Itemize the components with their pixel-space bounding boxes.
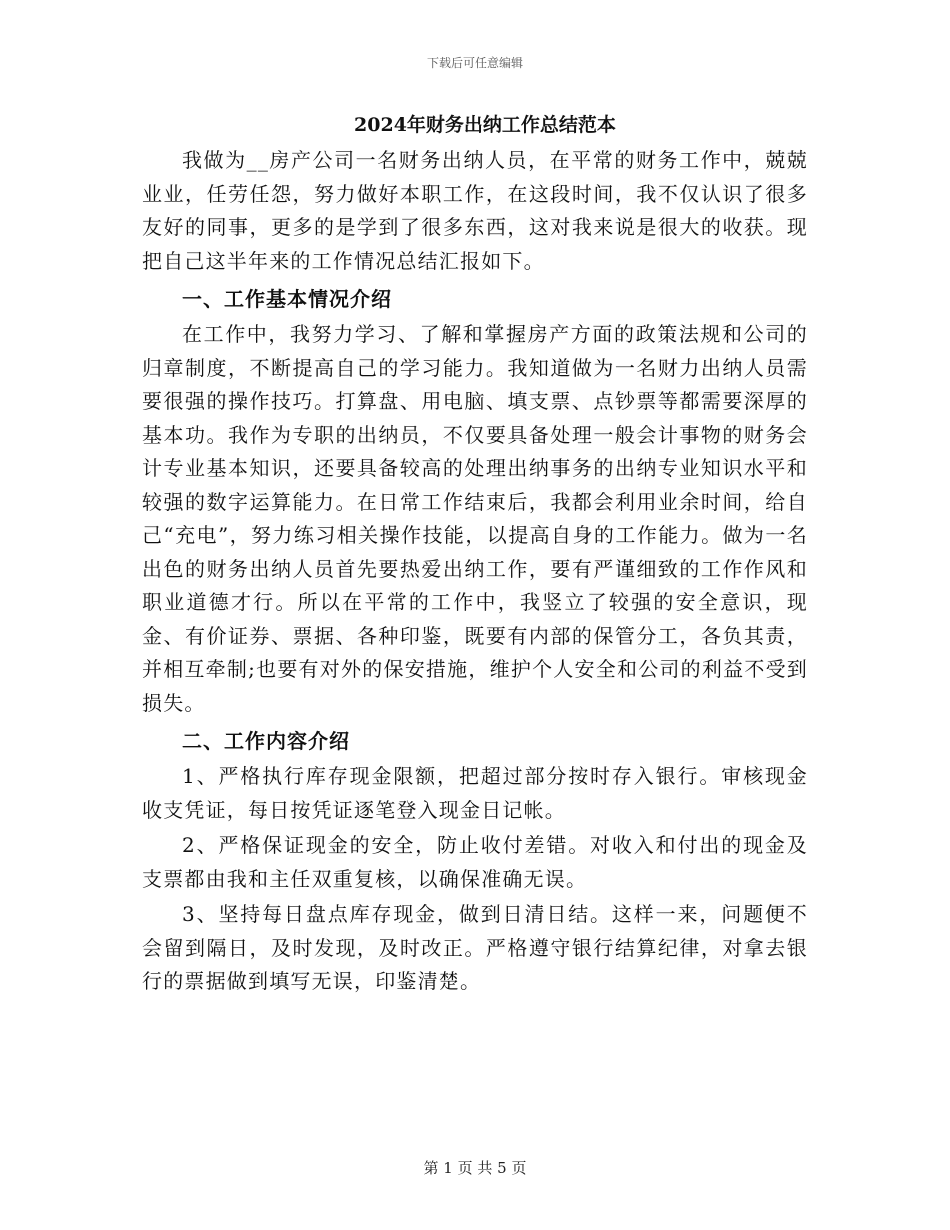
intro-paragraph: 我做为__房产公司一名财务出纳人员，在平常的财务工作中，兢兢业业，任劳任怨，努力做好本职工作，在这段时间，我不仅认识了很多友好的同事，更多的是学到了很多东西，这对我来说是很大的收获。现把自己这半年来的工作情况总结汇报如下。 (142, 148, 808, 273)
section-1-heading: 一、工作基本情况介绍 (182, 287, 392, 311)
section-2-item-3: 3、坚持每日盘点库存现金，做到日清日结。这样一来，问题便不会留到隔日，及时发现，及时改正。严格遵守银行结算纪律，对拿去银行的票据做到填写无误，印鉴清楚。 (142, 902, 808, 993)
document-body (142, 110, 808, 1001)
section-2-heading: 二、工作内容介绍 (182, 729, 350, 753)
section-2-item-1: 1、严格执行库存现金限额，把超过部分按时存入银行。审核现金收支凭证，每日按凭证逐笔登入现金日记帐。 (142, 764, 808, 822)
document-title: 2024年财务出纳工作总结范本 (354, 114, 616, 136)
page-number: 第 1 页 共 5 页 (423, 1159, 527, 1177)
section-2-item-2: 2、严格保证现金的安全，防止收付差错。对收入和付出的现金及支票都由我和主任双重复核，以确保准确无误。 (142, 833, 808, 891)
section-1-paragraph: 在工作中，我努力学习、了解和掌握房产方面的政策法规和公司的归章制度，不断提高自己的学习能力。我知道做为一名财力出纳人员需要很强的操作技巧。打算盘、用电脑、填支票、点钞票等都需要深厚的基本功。我作为专职的出纳员，不仅要具备处理一般会计事物的财务会计专业基本知识，还要具备较高的处理出纳事务的出纳专业知识水平和较强的数字运算能力。在日常工作结束后，我都会利用业余时间，给自己“充电”，努力练习相关操作技能，以提高自身的工作能力。做为一名出色的财务出纳人员首先要热爱出纳工作，要有严谨细致的工作作风和职业道德才行。所以在平常的工作中，我竖立了较强的安全意识，现金、有价证券、票据、各种印鉴，既要有内部的保管分工，各负其责，并相互牵制;也要有对外的保安措施，维护个人安全和公司的利益不受到损失。 (142, 322, 808, 715)
page-header-note: 下载后可任意编辑 (426, 56, 523, 70)
